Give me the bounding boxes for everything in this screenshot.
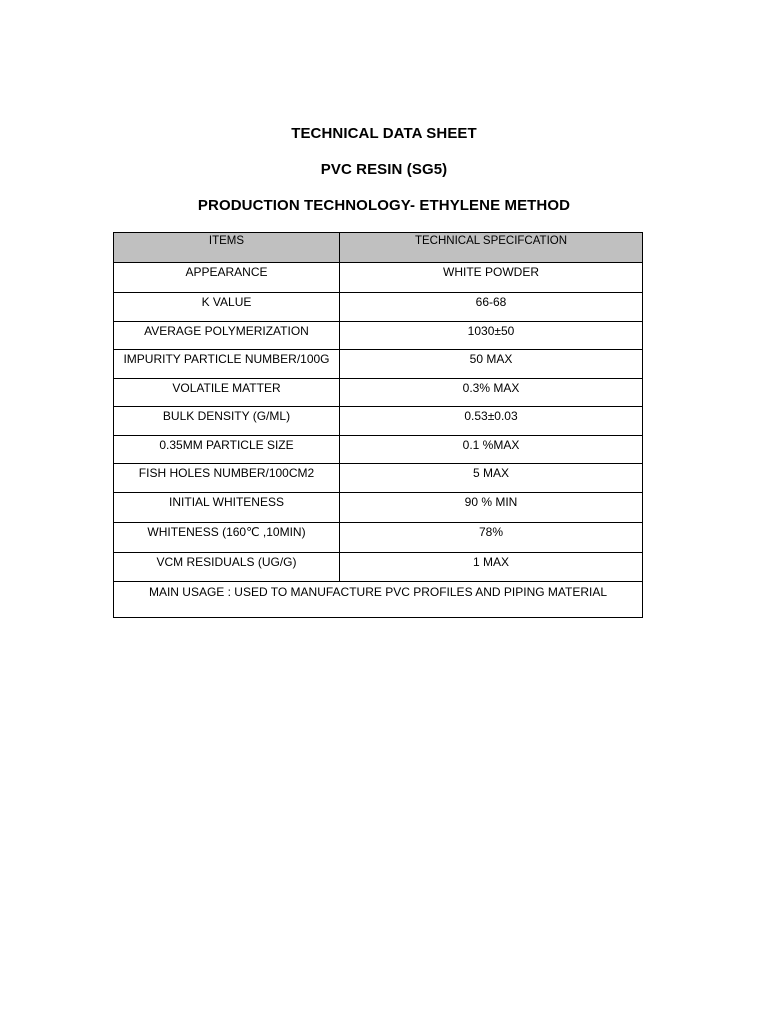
- item-cell: VCM RESIDUALS (UG/G): [114, 553, 340, 582]
- item-cell: APPEARANCE: [114, 263, 340, 293]
- item-cell: FISH HOLES NUMBER/100CM2: [114, 464, 340, 493]
- spec-cell: 5 MAX: [340, 464, 643, 493]
- table-row: [114, 379, 643, 407]
- item-cell: K VALUE: [114, 293, 340, 322]
- table-row: [114, 493, 643, 523]
- product-name: PVC RESIN (SG5): [320, 161, 448, 178]
- spec-cell: 1030±50: [340, 322, 643, 350]
- spec-cell: 90 % MIN: [340, 493, 643, 523]
- spec-cell: 66-68: [340, 293, 643, 322]
- spec-cell: 0.53±0.03: [340, 407, 643, 436]
- table-row: [114, 553, 643, 582]
- production-technology: PRODUCTION TECHNOLOGY- ETHYLENE METHOD: [197, 197, 571, 214]
- item-cell: WHITENESS (160℃ ,10MIN): [114, 523, 340, 553]
- header-items: ITEMS: [114, 233, 340, 263]
- table-row: [114, 436, 643, 464]
- table-row: [114, 523, 643, 553]
- header-technical-specification: TECHNICAL SPECIFCATION: [340, 233, 643, 263]
- table-row: [114, 322, 643, 350]
- item-cell: INITIAL WHITENESS: [114, 493, 340, 523]
- item-cell: VOLATILE MATTER: [114, 379, 340, 407]
- item-cell: IMPURITY PARTICLE NUMBER/100G: [114, 350, 340, 379]
- spec-cell: 1 MAX: [340, 553, 643, 582]
- spec-cell: 0.3% MAX: [340, 379, 643, 407]
- spec-cell: 78%: [340, 523, 643, 553]
- usage-row: [114, 582, 643, 618]
- table-header-row: [114, 233, 643, 263]
- table-row: [114, 464, 643, 493]
- table-row: [114, 350, 643, 379]
- spec-cell: WHITE POWDER: [340, 263, 643, 293]
- table-row: [114, 407, 643, 436]
- spec-cell: 50 MAX: [340, 350, 643, 379]
- item-cell: 0.35MM PARTICLE SIZE: [114, 436, 340, 464]
- item-cell: AVERAGE POLYMERIZATION: [114, 322, 340, 350]
- table-row: [114, 263, 643, 293]
- spec-table: [113, 232, 643, 618]
- main-usage-cell: MAIN USAGE : USED TO MANUFACTURE PVC PROFILES AND PIPING MATERIAL: [114, 582, 643, 618]
- table-row: [114, 293, 643, 322]
- spec-cell: 0.1 %MAX: [340, 436, 643, 464]
- document-title: TECHNICAL DATA SHEET: [291, 125, 477, 142]
- item-cell: BULK DENSITY (G/ML): [114, 407, 340, 436]
